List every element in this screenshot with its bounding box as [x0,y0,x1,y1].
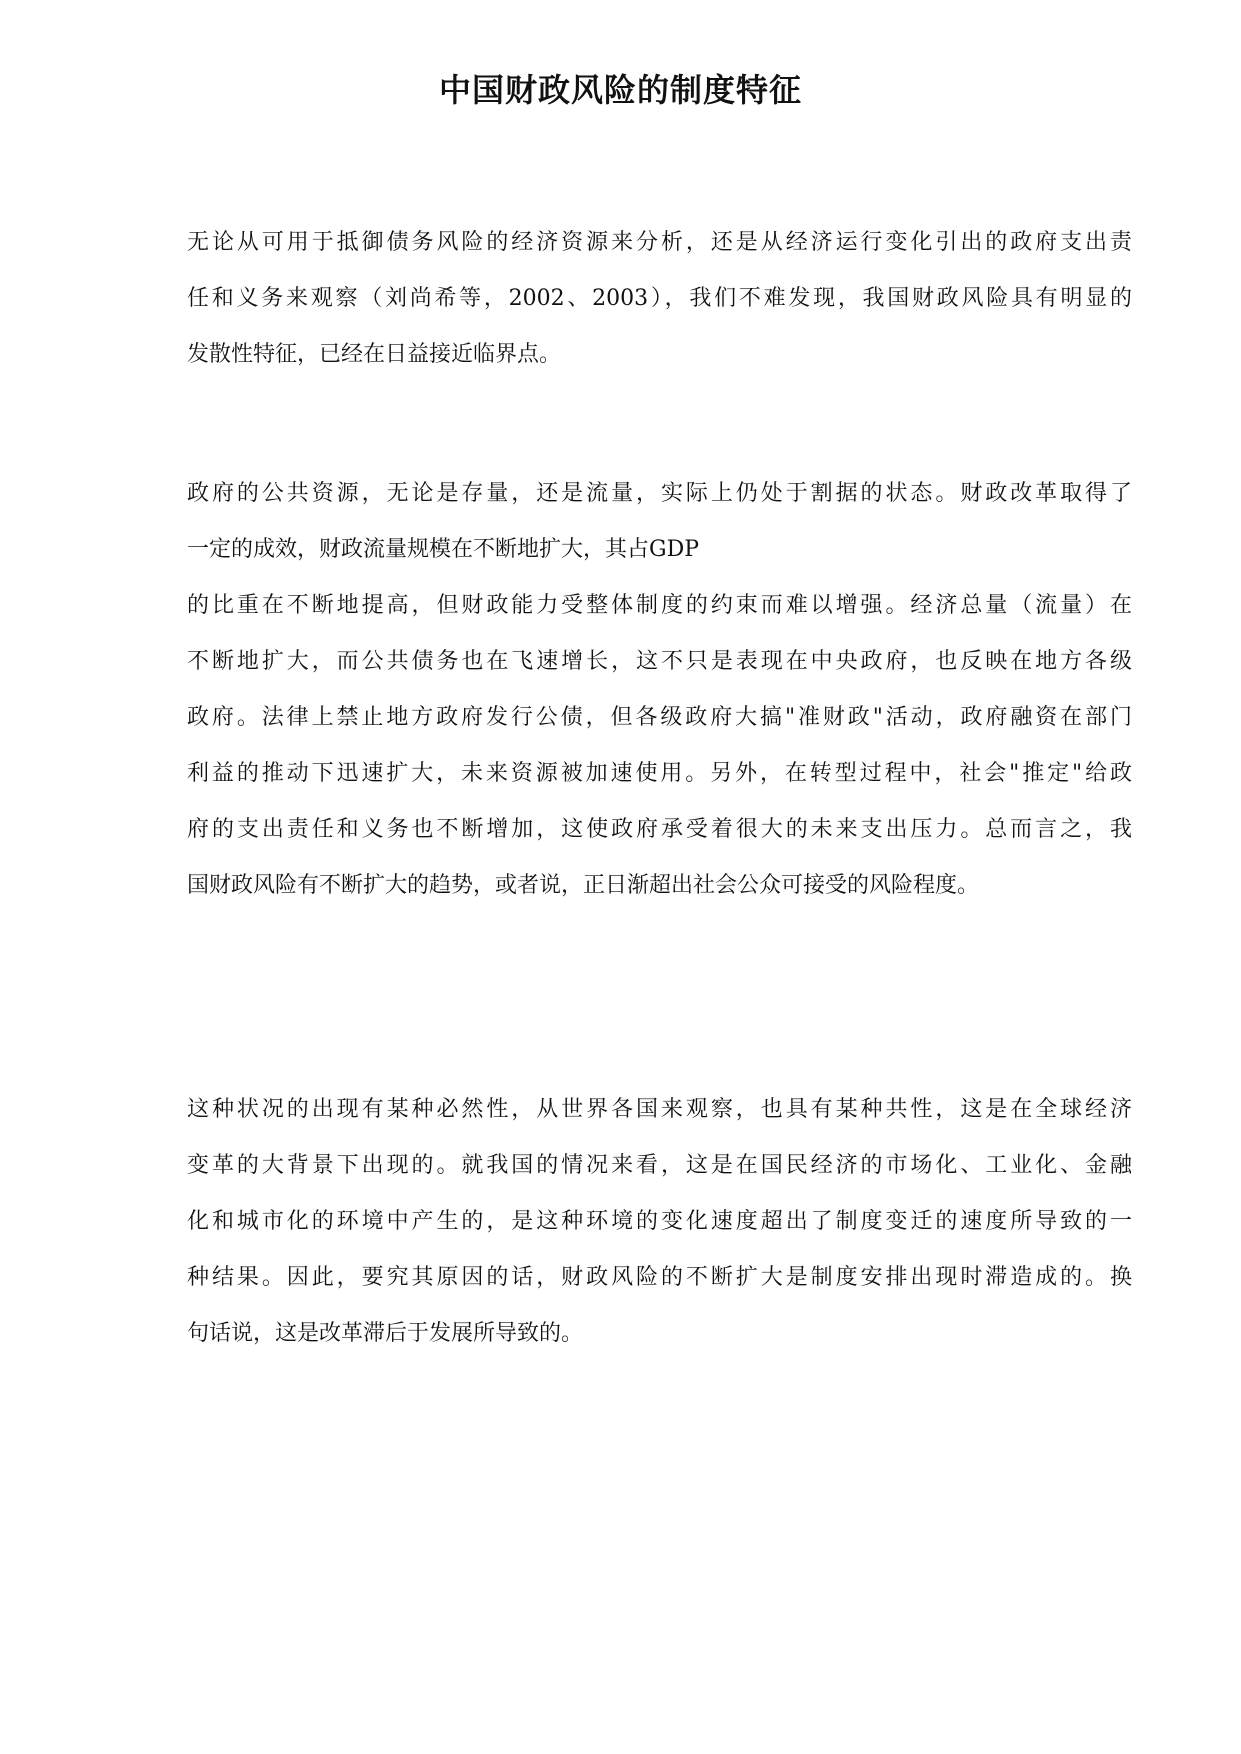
paragraph-line: 政府的公共资源，无论是存量，还是流量，实际上仍处于割据的状态。财政改革取得了 [187,481,1132,506]
paragraph-line: 府的支出责任和义务也不断增加，这使政府承受着很大的未来支出压力。总而言之，我 [187,817,1132,842]
paragraph-line: 一定的成效，财政流量规模在不断地扩大，其占GDP [187,537,700,562]
paragraph-line: 无论从可用于抵御债务风险的经济资源来分析，还是从经济运行变化引出的政府支出责 [187,230,1132,255]
paragraph-line: 利益的推动下迅速扩大，未来资源被加速使用。另外，在转型过程中，社会"推定"给政 [187,761,1132,786]
paragraph-line: 化和城市化的环境中产生的，是这种环境的变化速度超出了制度变迁的速度所导致的一 [187,1209,1132,1234]
paragraph-1 [187,215,1132,383]
paragraph-line: 国财政风险有不断扩大的趋势，或者说，正日渐超出社会公众可接受的风险程度。 [187,873,980,898]
paragraph-line: 的比重在不断地提高，但财政能力受整体制度的约束而难以增强。经济总量（流量）在 [187,593,1132,618]
paragraph-2 [187,466,1132,914]
document-title: 中国财政风险的制度特征 [438,71,802,109]
paragraph-line: 政府。法律上禁止地方政府发行公债，但各级政府大搞"准财政"活动，政府融资在部门 [187,705,1132,730]
paragraph-3 [187,1082,1132,1362]
paragraph-line: 任和义务来观察（刘尚希等，2002、2003），我们不难发现，我国财政风险具有明显的 [187,286,1132,311]
paragraph-line: 这种状况的出现有某种必然性，从世界各国来观察，也具有某种共性，这是在全球经济 [187,1097,1132,1122]
paragraph-line: 变革的大背景下出现的。就我国的情况来看，这是在国民经济的市场化、工业化、金融 [187,1153,1132,1178]
paragraph-line: 句话说，这是改革滞后于发展所导致的。 [187,1321,584,1346]
paragraph-line: 种结果。因此，要究其原因的话，财政风险的不断扩大是制度安排出现时滞造成的。换 [187,1265,1132,1290]
paragraph-line: 不断地扩大，而公共债务也在飞速增长，这不只是表现在中央政府，也反映在地方各级 [187,649,1132,674]
paragraph-line: 发散性特征，已经在日益接近临界点。 [187,342,562,367]
